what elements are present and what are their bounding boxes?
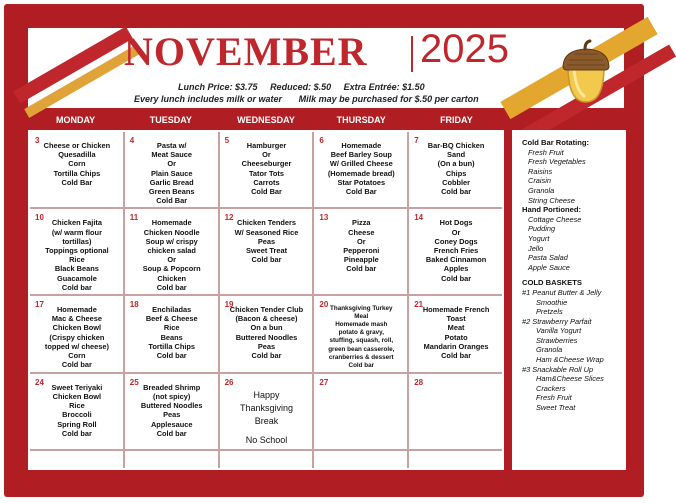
day-cell xyxy=(30,296,123,372)
menu-item: Chicken Fajita xyxy=(51,218,102,228)
basket-title: #1 Peanut Butter & Jelly xyxy=(522,287,602,297)
menu-item: Coney Dogs xyxy=(434,236,478,246)
weekday-wednesday: WEDNESDAY xyxy=(237,115,295,125)
menu-item: Toast xyxy=(446,314,466,324)
menu-item: Chicken Tender Club xyxy=(229,305,304,315)
menu-items xyxy=(414,218,498,282)
menu-item: W/ Seasoned Rice xyxy=(234,227,299,237)
menu-item: Pasta w/ xyxy=(156,141,187,150)
menu-item: Homemade French xyxy=(422,305,490,315)
menu-item: Or xyxy=(262,150,271,160)
day-cell xyxy=(30,451,123,468)
menu-item: Pizza xyxy=(352,218,371,228)
menu-item: Sand xyxy=(447,150,466,160)
day-number: 4 xyxy=(129,136,135,145)
weekday-tuesday: TUESDAY xyxy=(149,115,192,125)
menu-items xyxy=(35,305,119,369)
menu-item: Cold bar xyxy=(251,351,282,361)
menu-item: Hamburger xyxy=(246,141,287,150)
menu-item: Guacamole xyxy=(56,273,97,283)
weekday-friday: FRIDAY xyxy=(440,115,473,125)
day-number: 10 xyxy=(35,213,44,223)
menu-item: Cold Bar xyxy=(61,177,93,187)
menu-item: Buttered Noodles xyxy=(235,332,298,342)
menu-item: Enchiladas xyxy=(152,305,192,315)
menu-item: Chicken Bowl xyxy=(52,392,102,401)
basket-title: #3 Snackable Roll Up xyxy=(522,364,594,374)
menu-item: Cheese xyxy=(348,227,375,237)
menu-items xyxy=(225,389,309,447)
menu-items xyxy=(35,383,119,438)
menu-item: Cold bar xyxy=(251,255,282,265)
menu-item: Hot Dogs xyxy=(439,218,473,228)
menu-item: Rice xyxy=(69,401,85,411)
sidebar-item: Cottage Cheese xyxy=(528,214,582,224)
menu-item: Chips xyxy=(445,168,467,178)
menu-item: (Crispy chicken xyxy=(49,332,105,342)
menu-item: Break xyxy=(254,415,279,426)
day-number: 14 xyxy=(414,213,424,223)
menu-items xyxy=(319,218,403,273)
menu-item: Homemade xyxy=(56,305,97,315)
basket-item: Crackers xyxy=(536,383,566,393)
menu-items xyxy=(225,218,309,264)
menu-item: Beef & Cheese xyxy=(145,314,198,324)
menu-item: Cobbler xyxy=(442,177,471,187)
cold-bar-list xyxy=(522,148,618,206)
menu-item: Broccoli xyxy=(62,410,92,420)
day-cell xyxy=(409,209,502,294)
day-cell xyxy=(409,296,502,372)
menu-item: No School xyxy=(245,434,288,445)
day-cell xyxy=(314,132,407,207)
day-number: 19 xyxy=(224,300,234,310)
menu-item: Spring Roll xyxy=(57,419,97,429)
day-number: 13 xyxy=(319,213,329,223)
menu-items xyxy=(225,305,309,360)
menu-item: Cold bar xyxy=(156,428,187,438)
sidebar-item: Pasta Salad xyxy=(528,253,568,263)
menu-item: Cheeseburger xyxy=(241,159,292,169)
sidebar-item: Raisins xyxy=(528,166,553,176)
menu-item: Rice xyxy=(69,255,85,265)
menu-item: Homemade xyxy=(151,218,192,228)
menu-items xyxy=(414,141,498,196)
menu-item: Corn xyxy=(68,159,86,169)
menu-item: Thanksgiving Turkey xyxy=(330,305,393,313)
menu-items xyxy=(130,218,214,292)
sidebar-item: Yogurt xyxy=(528,233,550,243)
menu-item: Mac & Cheese xyxy=(51,314,102,324)
day-cell xyxy=(314,209,407,294)
menu-item: Tortilla Chips xyxy=(53,168,101,178)
menu-item: On a bun xyxy=(250,323,283,333)
menu-item: French Fries xyxy=(433,246,479,256)
menu-item: Cold bar xyxy=(441,187,472,197)
day-number: 6 xyxy=(319,136,324,145)
menu-item: Happy xyxy=(253,389,280,400)
menu-item: Tortilla Chips xyxy=(148,341,196,351)
basket-item: Strawberries xyxy=(536,335,578,345)
basket-title: #2 Strawberry Parfait xyxy=(522,316,592,326)
day-cell xyxy=(409,451,502,468)
menu-item: Thanksgiving xyxy=(239,402,293,413)
sidebar-item: Craisin xyxy=(528,176,551,186)
menu-item: stuffing, squash, roll, xyxy=(329,337,394,345)
menu-item: Cold Bar xyxy=(251,187,282,197)
menu-item: Soup & Popcorn xyxy=(142,264,201,274)
day-cell xyxy=(220,296,313,372)
menu-items xyxy=(130,305,214,360)
menu-item: W/ Grilled Cheese xyxy=(329,159,393,169)
menu-item: Applesauce xyxy=(150,419,193,429)
menu-item: Chicken Tenders xyxy=(236,218,296,228)
menu-item: Homemade mash xyxy=(335,321,388,329)
menu-item: Cold bar xyxy=(61,428,92,438)
menu-items xyxy=(130,141,214,205)
menu-items xyxy=(130,383,214,438)
menu-item: cranberries & dessert xyxy=(328,353,394,361)
menu-item: (not spicy) xyxy=(153,392,191,401)
day-number: 7 xyxy=(414,136,419,145)
price-line xyxy=(178,82,435,92)
sidebar-item: Apple Sauce xyxy=(528,262,570,272)
menu-item: Peas xyxy=(257,236,276,246)
menu-item: Pineapple xyxy=(343,255,379,265)
menu-item: Or xyxy=(356,236,366,246)
menu-item: Meat xyxy=(447,323,465,333)
menu-item: Star Potatoes xyxy=(337,177,386,187)
day-cell xyxy=(30,132,123,207)
day-cell xyxy=(30,374,123,449)
reduced-price: Reduced: $.50 xyxy=(270,82,332,92)
sidebar-item: Pudding xyxy=(528,224,556,234)
menu-item: (Homemade bread) xyxy=(327,168,395,178)
menu-item: topped w/ cheese) xyxy=(44,341,109,351)
day-number: 5 xyxy=(224,136,230,145)
menu-item: (Bacon & cheese) xyxy=(235,314,298,324)
menu-item: chicken salad xyxy=(147,246,196,256)
basket-item: Sweet Treat xyxy=(536,403,576,413)
lunch-price: Lunch Price: $3.75 xyxy=(178,82,258,92)
menu-item: Soup w/ crispy xyxy=(145,236,198,246)
cold-bar-title: Cold Bar Rotating: xyxy=(522,138,590,147)
menu-item: Black Beans xyxy=(54,264,99,274)
menu-item: Cold bar xyxy=(156,282,187,292)
day-cell xyxy=(314,451,407,468)
menu-item: Or xyxy=(167,255,176,265)
menu-item: Cold bar xyxy=(441,273,472,283)
menu-item: Homemade xyxy=(341,141,382,150)
day-cell xyxy=(125,132,218,207)
basket-item: Pretzels xyxy=(536,307,563,317)
menu-item: Sweet Teriyaki xyxy=(51,382,103,392)
menu-item: Quesadilla xyxy=(58,150,96,160)
menu-items xyxy=(225,141,309,196)
basket-item: Fresh Fruit xyxy=(536,393,572,403)
basket-item: Vanilla Yogurt xyxy=(536,326,582,336)
day-cell xyxy=(220,374,313,449)
menu-item: Cold Bar xyxy=(345,187,377,197)
menu-item: Garlic Bread xyxy=(149,177,194,187)
menu-item: Mandarin Oranges xyxy=(423,341,489,351)
day-number: 24 xyxy=(35,377,44,387)
day-cell xyxy=(314,296,407,372)
menu-item: Corn xyxy=(68,351,86,361)
menu-items xyxy=(35,218,119,292)
menu-item: Bar-BQ Chicken xyxy=(427,141,485,150)
menu-item: (On a bun) xyxy=(437,159,475,169)
menu-item: Cheese or Chicken xyxy=(43,141,111,150)
day-number: 25 xyxy=(129,377,139,387)
cold-bar-sidebar xyxy=(512,130,626,470)
menu-item: Buttered Noodles xyxy=(140,401,203,411)
menu-item: Apples xyxy=(443,264,469,274)
sidebar-item: Jello xyxy=(528,243,544,253)
menu-item: Carrots xyxy=(253,177,280,187)
menu-item: Meal xyxy=(354,313,369,321)
calendar-header xyxy=(28,28,624,108)
month-title: NOVEMBER xyxy=(124,29,368,74)
day-number: 11 xyxy=(129,213,139,223)
menu-item: Or xyxy=(451,227,461,237)
calendar-grid xyxy=(28,130,504,470)
day-cell xyxy=(30,209,123,294)
menu-item: Chicken xyxy=(157,273,187,283)
menu-item: Peas xyxy=(257,341,276,351)
day-cell xyxy=(220,209,313,294)
day-cell xyxy=(409,132,502,207)
basket-item: Smoothie xyxy=(536,297,568,307)
menu-items xyxy=(319,141,403,196)
day-cell xyxy=(125,296,218,372)
menu-item: potato & gravy, xyxy=(338,329,384,337)
day-cell xyxy=(314,374,407,449)
menu-item: Rice xyxy=(163,323,180,333)
menu-item: Sweet Treat xyxy=(245,246,288,256)
day-number: 26 xyxy=(224,377,234,387)
milk-note-included: Every lunch includes milk or water xyxy=(134,94,283,104)
menu-item: Potato xyxy=(444,332,468,342)
hand-portioned-title: Hand Portioned: xyxy=(522,205,582,215)
menu-item: Beef Barley Soup xyxy=(330,150,392,160)
acorn-icon xyxy=(560,40,612,104)
sidebar-item: Granola xyxy=(528,185,555,195)
menu-item: Or xyxy=(167,159,176,169)
cold-baskets-title: COLD BASKETS xyxy=(522,278,582,288)
weekday-monday: MONDAY xyxy=(56,115,96,125)
weekday-thursday: THURSDAY xyxy=(336,115,386,125)
menu-item: Tator Tots xyxy=(248,168,285,178)
day-cell xyxy=(125,451,218,468)
milk-note-purchase: Milk may be purchased for $.50 per carton xyxy=(298,94,479,104)
day-number: 12 xyxy=(224,213,234,223)
day-cell xyxy=(409,374,502,449)
day-number: 27 xyxy=(319,377,329,387)
cold-baskets-list xyxy=(522,288,618,413)
menu-item: Chicken Bowl xyxy=(52,323,102,333)
milk-note xyxy=(134,94,493,104)
menu-item: Beans xyxy=(160,332,183,342)
menu-item: Green Beans xyxy=(148,187,195,197)
day-number: 20 xyxy=(319,300,329,310)
menu-item: Cold bar xyxy=(348,361,375,369)
menu-item: Cold bar xyxy=(346,264,377,274)
day-number: 18 xyxy=(129,300,139,310)
basket-item: Granola xyxy=(536,345,563,355)
day-cell xyxy=(125,374,218,449)
day-number: 21 xyxy=(414,300,424,310)
menu-items xyxy=(414,305,498,360)
menu-item: tortillas) xyxy=(62,236,92,246)
menu-item: Cold bar xyxy=(61,282,92,292)
menu-item: Cold bar xyxy=(156,351,187,361)
menu-item: Meat Sauce xyxy=(151,150,193,160)
day-cell xyxy=(125,209,218,294)
day-cell xyxy=(220,132,313,207)
day-number: 28 xyxy=(414,377,424,387)
menu-item: Peas xyxy=(163,410,181,420)
menu-item: (w/ warm flour xyxy=(51,227,102,237)
menu-item: green bean casserole, xyxy=(328,345,395,353)
year-title: 2025 xyxy=(420,27,509,71)
menu-item: Toppings optional xyxy=(45,246,109,256)
sidebar-item: Fresh Vegetables xyxy=(528,157,586,167)
sidebar-item: String Cheese xyxy=(528,195,575,205)
hand-portioned-list xyxy=(522,215,618,273)
menu-item: Cold Bar xyxy=(156,196,188,206)
day-cell xyxy=(220,451,313,468)
day-number: 17 xyxy=(35,300,44,310)
menu-item: Cold bar xyxy=(61,360,92,370)
menu-items xyxy=(319,305,403,370)
title-divider xyxy=(411,36,413,72)
menu-item: Plain Sauce xyxy=(150,168,193,178)
menu-item: Chicken Noodle xyxy=(143,227,200,237)
extra-entree-price: Extra Entrée: $1.50 xyxy=(343,82,425,92)
menu-item: Baked Cinnamon xyxy=(425,255,487,265)
basket-item: Ham&Cheese Slices xyxy=(536,374,604,384)
menu-item: Breaded Shrimp xyxy=(143,382,201,392)
day-number: 3 xyxy=(35,136,40,145)
menu-item: Pepperoni xyxy=(343,246,380,256)
basket-item: Ham &Cheese Wrap xyxy=(536,355,604,365)
weekday-header xyxy=(28,112,504,128)
menu-item: Cold bar xyxy=(441,351,472,361)
sidebar-item: Fresh Fruit xyxy=(528,147,564,157)
menu-items xyxy=(35,141,119,187)
